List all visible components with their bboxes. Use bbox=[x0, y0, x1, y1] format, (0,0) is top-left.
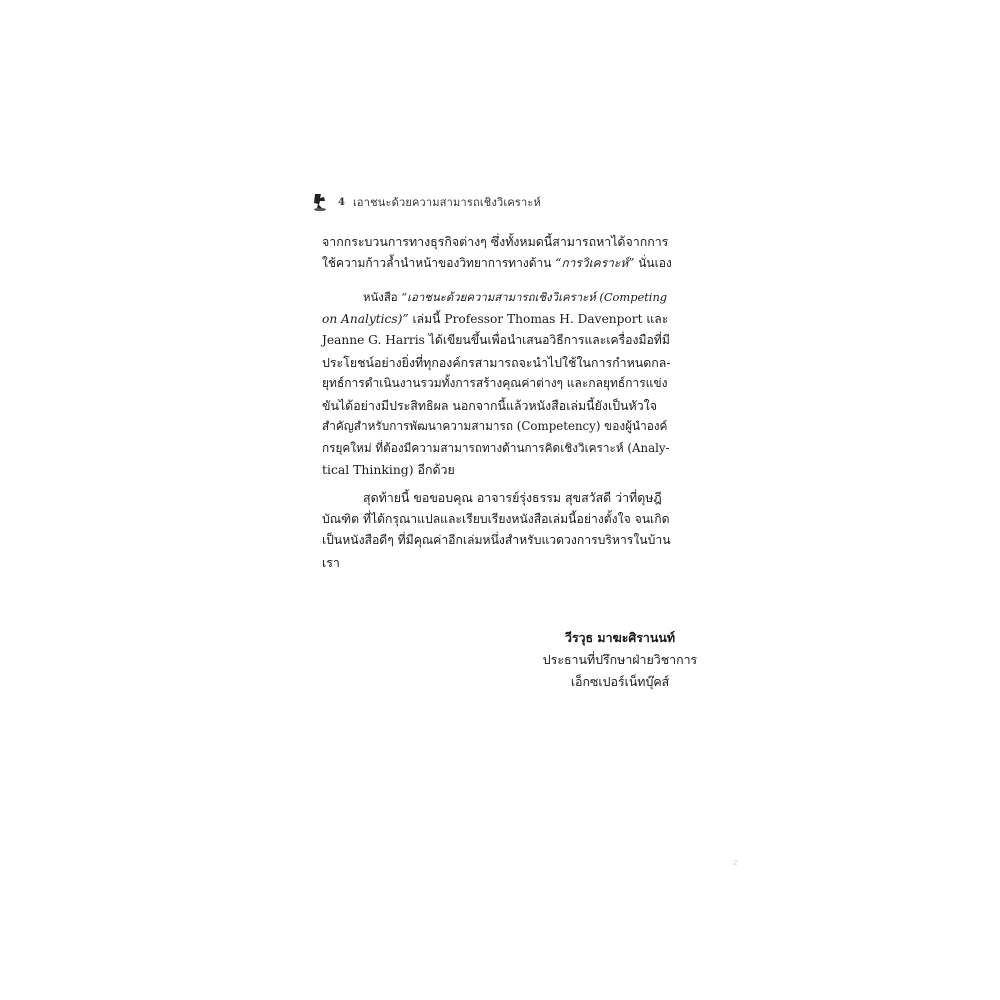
signatory-organization: เอ็กซเปอร์เน็ทบุ๊คส์ bbox=[570, 674, 670, 689]
p2-line-7: สำคัญสำหรับการพัฒนาความสามารถ (Competency) ของผู้นำองค์ bbox=[322, 419, 668, 433]
p3-line-3: เป็นหนังสือดีๆ ที่มีคุณค่าอีกเล่มหนึ่งสำหรับแวดวงการบริหารในบ้าน bbox=[322, 533, 671, 547]
p2-line-3: Jeanne G. Harris ได้เขียนขึ้นเพื่อนำเสนอวิธีการและเครื่องมือที่มี bbox=[322, 333, 670, 347]
p3-line-2: บัณฑิต ที่ได้กรุณาแปลและเรียบเรียงหนังสือเล่มนี้อย่างตั้งใจ จนเกิด bbox=[322, 511, 670, 526]
signatory-name: วีรวุธ มาฆะศิรานนท์ bbox=[564, 630, 675, 645]
p2-line-8: กรยุคใหม่ ที่ต้องมีความสามารถทางด้านการคิดเชิงวิเคราะห์ (Analy- bbox=[322, 440, 670, 455]
book-title-english: on Analytics)” bbox=[322, 311, 409, 326]
running-header bbox=[312, 192, 541, 212]
p3-line-1: สุดท้ายนี้ ขอขอบคุณ อาจารย์รุ่งธรรม สุขสวัสดี ว่าที่ดุษฎี bbox=[363, 490, 662, 505]
p3-line-4: เรา bbox=[322, 554, 340, 570]
page-number: 4 bbox=[338, 196, 345, 208]
paragraph-2 bbox=[322, 287, 672, 481]
p2-line-9: tical Thinking) อีกด้วย bbox=[322, 462, 455, 477]
p2-line-5: ยุทธ์การดำเนินงานรวมทั้งการสร้างคุณค่าต่างๆ และกลยุทธ์การแข่ง bbox=[322, 376, 668, 390]
p2-line-4: ประโยชน์อย่างยิ่งที่ทุกองค์กรสามารถจะนำไปใช้ในการกำหนดกล- bbox=[322, 354, 671, 370]
p2-line-2: on Analytics)” เล่มนี้ Professor Thomas H. Davenport และ bbox=[322, 311, 669, 326]
signatory-title: ประธานที่ปรึกษาฝ่ายวิชาการ bbox=[542, 652, 698, 667]
folio-mark: z bbox=[733, 858, 738, 868]
p1-line-2: ใช้ความก้าวล้ำนำหน้าของวิทยาการทางด้าน “การวิเคราะห์” นั่นเอง bbox=[322, 255, 672, 270]
p2-line-1: หนังสือ “เอาชนะด้วยความสามารถเชิงวิเคราะห์ (Competing bbox=[363, 290, 668, 304]
signature-block bbox=[500, 627, 740, 693]
p2-line-6: ขันได้อย่างมีประสิทธิผล นอกจากนี้แล้วหนังสือเล่มนี้ยังเป็นหัวใจ bbox=[322, 397, 657, 413]
emphasis-term: “การวิเคราะห์” bbox=[555, 255, 635, 270]
running-title: เอาชนะด้วยความสามารถเชิงวิเคราะห์ bbox=[352, 196, 541, 209]
pin-logo-icon bbox=[312, 192, 330, 212]
paragraph-1 bbox=[322, 231, 672, 274]
paragraph-3 bbox=[322, 487, 672, 573]
book-title-thai: “เอาชนะด้วยความสามารถเชิงวิเคราะห์ (Competing bbox=[401, 290, 668, 304]
p1-line-1: จากกระบวนการทางธุรกิจต่างๆ ซึ่งทั้งหมดนี้สามารถหาได้จากการ bbox=[322, 234, 669, 249]
